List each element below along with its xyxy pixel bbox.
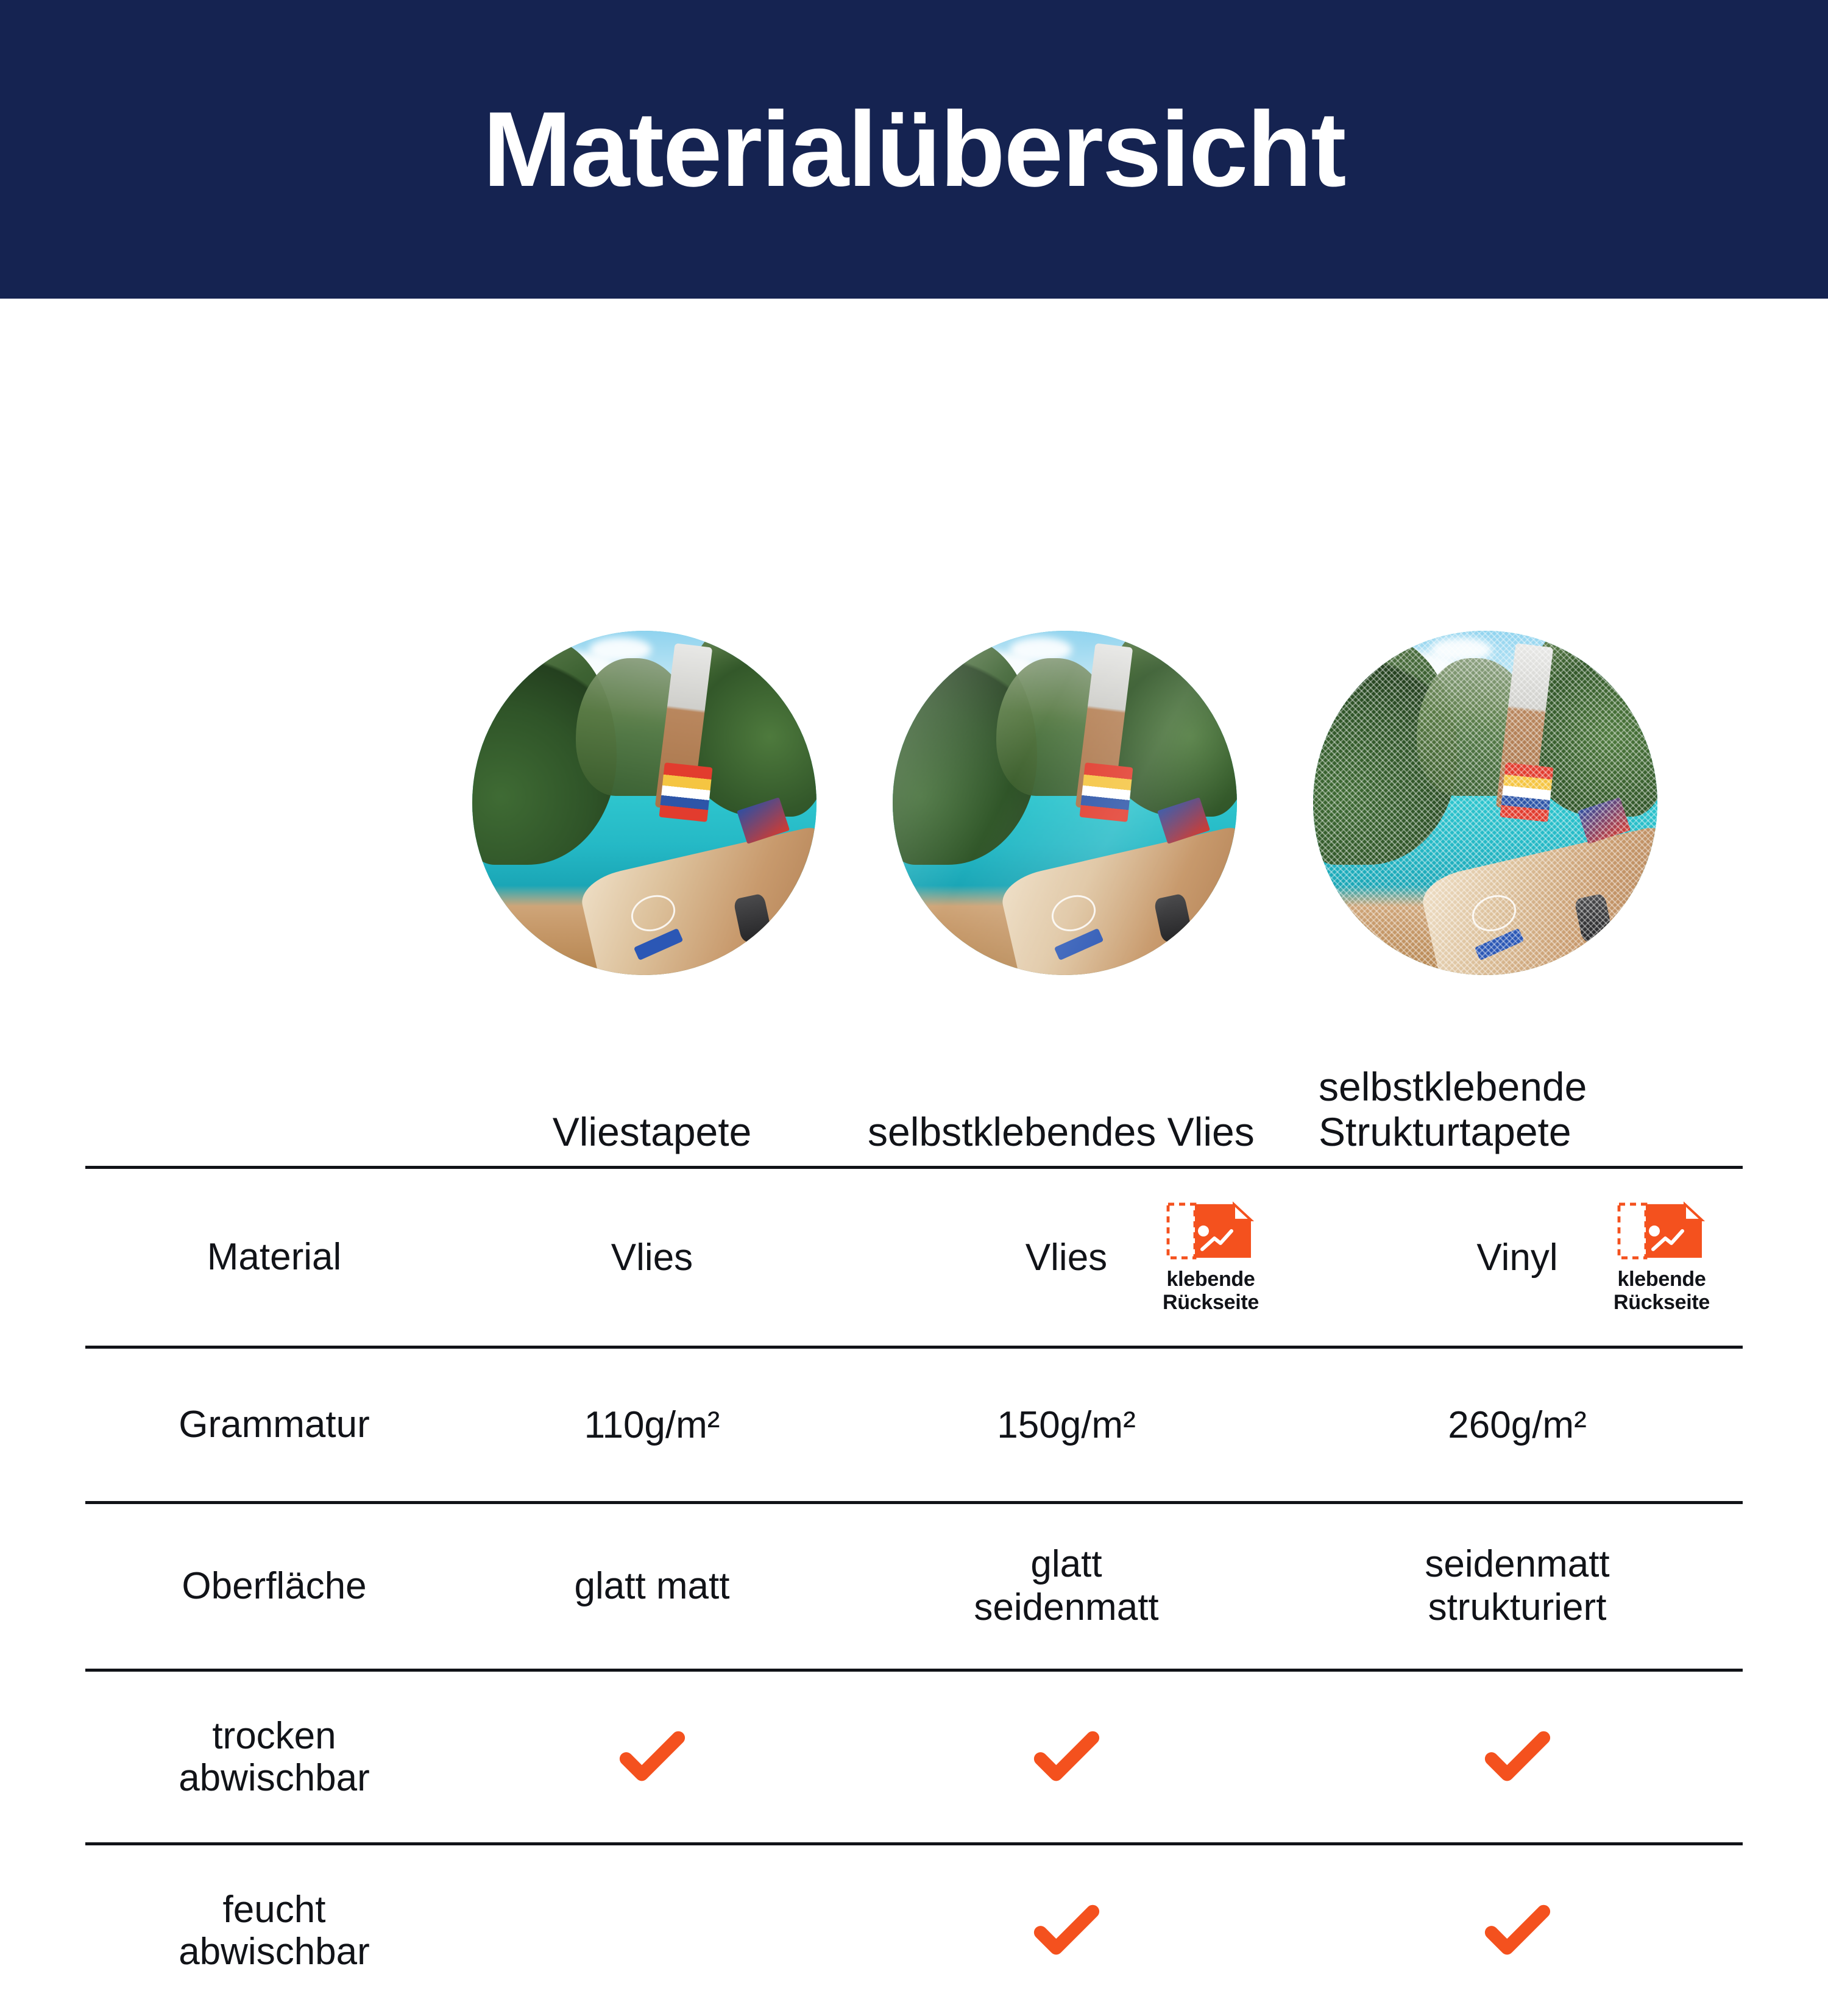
row-label-oberflaeche: Oberfläche bbox=[85, 1503, 463, 1670]
table-row-trocken-abwischbar bbox=[85, 1670, 1743, 1844]
swatch-photo bbox=[893, 631, 1237, 975]
swatch-row bbox=[0, 338, 1828, 704]
check-icon bbox=[1481, 1721, 1553, 1793]
header-banner bbox=[0, 0, 1828, 299]
cell-value: Vlies bbox=[1026, 1236, 1107, 1279]
cell-feucht-vliestapete bbox=[463, 1844, 841, 2016]
table-row-grammatur bbox=[85, 1347, 1743, 1503]
table-row-feucht-abwischbar bbox=[85, 1844, 1743, 2016]
cell-value: Vinyl bbox=[1476, 1236, 1557, 1279]
cell-material-strukturtapete bbox=[1292, 1168, 1743, 1347]
row-label-line-2: abwischbar bbox=[179, 1757, 370, 1799]
header-cell-empty bbox=[85, 1015, 463, 1168]
boat-deck bbox=[997, 825, 1237, 975]
adhesive-back-icon bbox=[1617, 1201, 1707, 1264]
cell-value-line-1: seidenmatt bbox=[1425, 1543, 1609, 1585]
cell-feucht-selbstklebendes-vlies bbox=[841, 1844, 1292, 2016]
check-icon bbox=[1030, 1721, 1102, 1793]
cell-material-vliestapete bbox=[463, 1168, 841, 1347]
header-cell-vliestapete: Vliestapete bbox=[463, 1015, 841, 1168]
row-label-line-2: abwischbar bbox=[179, 1931, 370, 1973]
row-label-trocken-abwischbar bbox=[85, 1670, 463, 1844]
cell-trocken-selbstklebendes-vlies bbox=[841, 1670, 1292, 1844]
cell-value: Vlies bbox=[611, 1236, 693, 1279]
cell-grammatur-strukturtapete: 260g/m² bbox=[1292, 1347, 1743, 1503]
adhesive-back-label bbox=[1592, 1268, 1732, 1314]
cell-value-line-2: strukturiert bbox=[1428, 1586, 1607, 1628]
cell-trocken-strukturtapete bbox=[1292, 1670, 1743, 1844]
swatch-vliestapete bbox=[472, 631, 817, 975]
cell-value-line-1: glatt bbox=[1030, 1543, 1102, 1585]
material-overview-sheet bbox=[0, 299, 1828, 1828]
header-cell-strukturtapete: selbstklebende Strukturtapete bbox=[1292, 1015, 1743, 1168]
table-header-row bbox=[85, 1015, 1743, 1168]
adhesive-back-label bbox=[1141, 1268, 1281, 1314]
check-icon bbox=[1481, 1895, 1553, 1967]
cell-oberflaeche-strukturtapete bbox=[1292, 1503, 1743, 1670]
cell-trocken-vliestapete bbox=[463, 1670, 841, 1844]
row-label-feucht-abwischbar bbox=[85, 1844, 463, 2016]
cell-oberflaeche-vliestapete: glatt matt bbox=[463, 1503, 841, 1670]
swatch-photo bbox=[472, 631, 817, 975]
cell-material-selbstklebendes-vlies bbox=[841, 1168, 1292, 1347]
adhesive-back-icon bbox=[1166, 1201, 1256, 1264]
material-comparison-table bbox=[85, 1015, 1743, 2016]
flag-stack bbox=[1500, 762, 1553, 822]
row-label-line-1: trocken bbox=[212, 1715, 336, 1757]
header-cell-selbstklebendes-vlies: selbstklebendes Vlies bbox=[841, 1015, 1292, 1168]
cell-feucht-strukturtapete bbox=[1292, 1844, 1743, 2016]
cell-value-line-2: seidenmatt bbox=[974, 1586, 1158, 1628]
boat-deck bbox=[1418, 825, 1657, 975]
adhesive-back-badge bbox=[1592, 1201, 1732, 1314]
cell-grammatur-selbstklebendes-vlies: 150g/m² bbox=[841, 1347, 1292, 1503]
boat-deck bbox=[577, 825, 817, 975]
swatch-selbstklebendes-vlies bbox=[893, 631, 1237, 975]
row-label-material: Material bbox=[85, 1168, 463, 1347]
row-label-line-1: feucht bbox=[223, 1889, 326, 1931]
cell-grammatur-vliestapete: 110g/m² bbox=[463, 1347, 841, 1503]
swatch-photo bbox=[1313, 631, 1657, 975]
page-title: Materialübersicht bbox=[483, 96, 1345, 203]
badge-line-2: Rückseite bbox=[1163, 1291, 1259, 1314]
check-icon bbox=[1030, 1895, 1102, 1967]
flag-stack bbox=[659, 762, 712, 822]
row-label-grammatur: Grammatur bbox=[85, 1347, 463, 1503]
flag-stack bbox=[1079, 762, 1133, 822]
badge-line-1: klebende bbox=[1618, 1268, 1706, 1291]
badge-line-1: klebende bbox=[1167, 1268, 1255, 1291]
table-row-oberflaeche bbox=[85, 1503, 1743, 1670]
check-icon bbox=[616, 1721, 688, 1793]
badge-line-2: Rückseite bbox=[1614, 1291, 1710, 1314]
adhesive-back-badge bbox=[1141, 1201, 1281, 1314]
table-row-material bbox=[85, 1168, 1743, 1347]
cell-oberflaeche-selbstklebendes-vlies bbox=[841, 1503, 1292, 1670]
swatch-selbstklebende-strukturtapete bbox=[1313, 631, 1657, 975]
